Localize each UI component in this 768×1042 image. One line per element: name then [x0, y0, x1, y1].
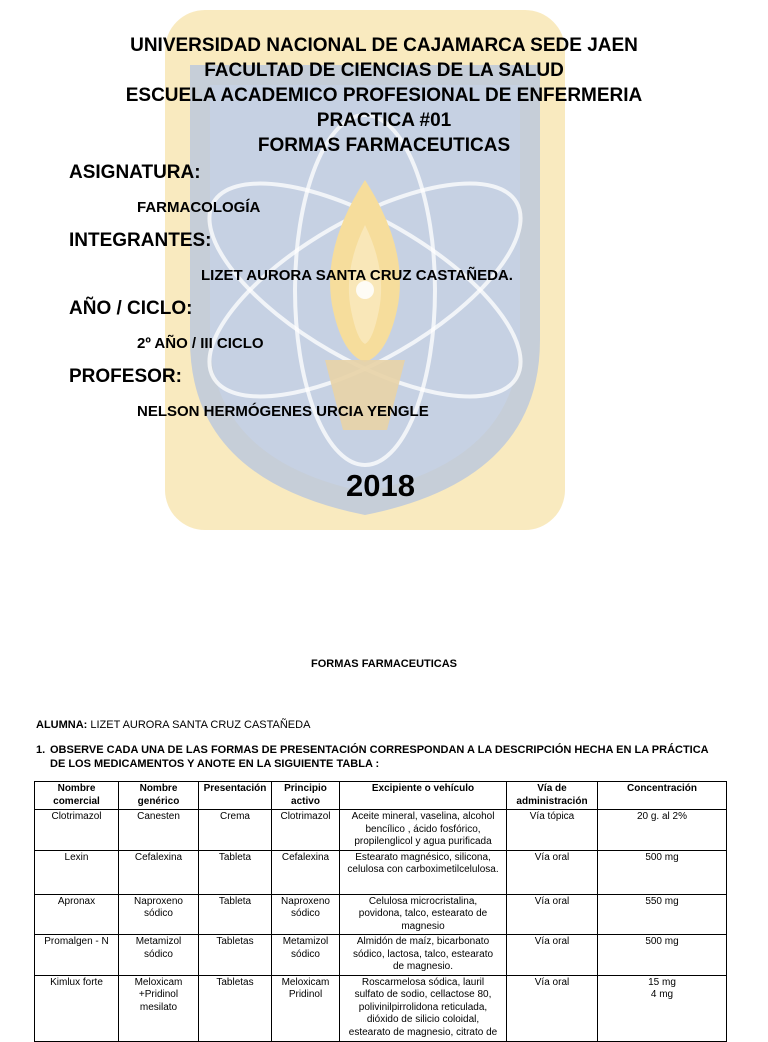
table-cell: Kimlux forte — [35, 975, 119, 1041]
table-cell: 500 mg — [598, 850, 727, 894]
table-cell: Tableta — [199, 850, 272, 894]
table-cell: 20 g. al 2% — [598, 810, 727, 851]
table-cell: Estearato magnésico, silicona, celulosa con carboximetilcelulosa. — [340, 850, 507, 894]
ciclo-label: AÑO / CICLO: — [69, 298, 193, 319]
table-cell: 15 mg 4 mg — [598, 975, 727, 1041]
table-cell: Roscarmelosa sódica, lauril sulfato de sodio, cellactose 80, polivinilpirrolidona reticulada, dióxido de silicio coloidal, estearato de magnesio, citrato de — [340, 975, 507, 1041]
table-header-row — [35, 782, 727, 810]
table-cell: Vía tópica — [507, 810, 598, 851]
table-cell: Cefalexina — [119, 850, 199, 894]
table-cell: Vía oral — [507, 850, 598, 894]
practice-number: PRACTICA #01 — [316, 110, 452, 131]
table-cell: Vía oral — [507, 975, 598, 1041]
school-name: ESCUELA ACADEMICO PROFESIONAL DE ENFERMERIA — [125, 85, 643, 106]
profesor-label: PROFESOR: — [69, 366, 182, 387]
table-cell: Tabletas — [199, 975, 272, 1041]
university-name: UNIVERSIDAD NACIONAL DE CAJAMARCA SEDE JAEN — [130, 35, 638, 56]
table-cell: Crema — [199, 810, 272, 851]
table-cell: Apronax — [35, 894, 119, 935]
profesor-value: NELSON HERMÓGENES URCIA YENGLE — [137, 403, 429, 420]
table-cell: Promalgen - N — [35, 935, 119, 976]
document-header — [0, 33, 768, 158]
practice-title: FORMAS FARMACEUTICAS — [257, 135, 511, 156]
table-cell: Almidón de maíz, bicarbonato sódico, lactosa, talco, estearato de magnesio. — [340, 935, 507, 976]
ciclo-value: 2º AÑO / III CICLO — [137, 335, 264, 352]
table-cell: Celulosa microcristalina, povidona, talco, estearato de magnesio — [340, 894, 507, 935]
table-cell: Meloxicam +Pridinol mesilato — [119, 975, 199, 1041]
question-1 — [36, 743, 709, 771]
table-cell: Lexin — [35, 850, 119, 894]
table-cell: Vía oral — [507, 935, 598, 976]
table-cell: Naproxeno sódico — [272, 894, 340, 935]
integrantes-label: INTEGRANTES: — [69, 230, 212, 251]
asignatura-label: ASIGNATURA: — [69, 162, 201, 183]
section-title: FORMAS FARMACEUTICAS — [310, 658, 458, 670]
header-excipiente: Excipiente o vehículo — [340, 782, 507, 810]
table-cell: Metamizol sódico — [272, 935, 340, 976]
table-cell: 550 mg — [598, 894, 727, 935]
table-cell: Tableta — [199, 894, 272, 935]
header-nombre-comercial: Nombre comercial — [35, 782, 119, 810]
table-row — [35, 850, 727, 894]
table-cell: Tabletas — [199, 935, 272, 976]
alumna-label: ALUMNA: — [36, 719, 88, 731]
table-row — [35, 975, 727, 1041]
alumna-line — [36, 719, 310, 731]
table-cell: Canesten — [119, 810, 199, 851]
alumna-value: LIZET AURORA SANTA CRUZ CASTAÑEDA — [87, 719, 311, 731]
table-row — [35, 810, 727, 851]
medications-table — [34, 781, 727, 1042]
question-text-line1: OBSERVE CADA UNA DE LAS FORMAS DE PRESENTACIÓN CORRESPONDAN A LA DESCRIPCIÓN HECHA EN LA PRÁCTICA — [50, 744, 709, 756]
table-cell: Clotrimazol — [272, 810, 340, 851]
asignatura-value: FARMACOLOGÍA — [137, 199, 261, 216]
table-cell: Aceite mineral, vaselina, alcohol bencílico , ácido fosfórico, propilenglicol y agua purificada — [340, 810, 507, 851]
header-principio-activo: Principio activo — [272, 782, 340, 810]
table-cell: Vía oral — [507, 894, 598, 935]
header-via: Vía de administración — [507, 782, 598, 810]
faculty-name: FACULTAD DE CIENCIAS DE LA SALUD — [204, 60, 564, 81]
header-concentracion: Concentración — [598, 782, 727, 810]
integrantes-value: LIZET AURORA SANTA CRUZ CASTAÑEDA. — [201, 267, 513, 284]
year: 2018 — [346, 468, 415, 503]
table-cell: Clotrimazol — [35, 810, 119, 851]
table-cell: Metamizol sódico — [119, 935, 199, 976]
table-row — [35, 894, 727, 935]
table-cell: 500 mg — [598, 935, 727, 976]
header-presentacion: Presentación — [199, 782, 272, 810]
table-row — [35, 935, 727, 976]
table-cell: Naproxeno sódico — [119, 894, 199, 935]
table-cell: Cefalexina — [272, 850, 340, 894]
question-text-line2: DE LOS MEDICAMENTOS Y ANOTE EN LA SIGUIENTE TABLA : — [50, 758, 380, 770]
table-cell: Meloxicam Pridinol — [272, 975, 340, 1041]
header-nombre-generico: Nombre genérico — [119, 782, 199, 810]
question-number: 1. — [36, 744, 46, 756]
